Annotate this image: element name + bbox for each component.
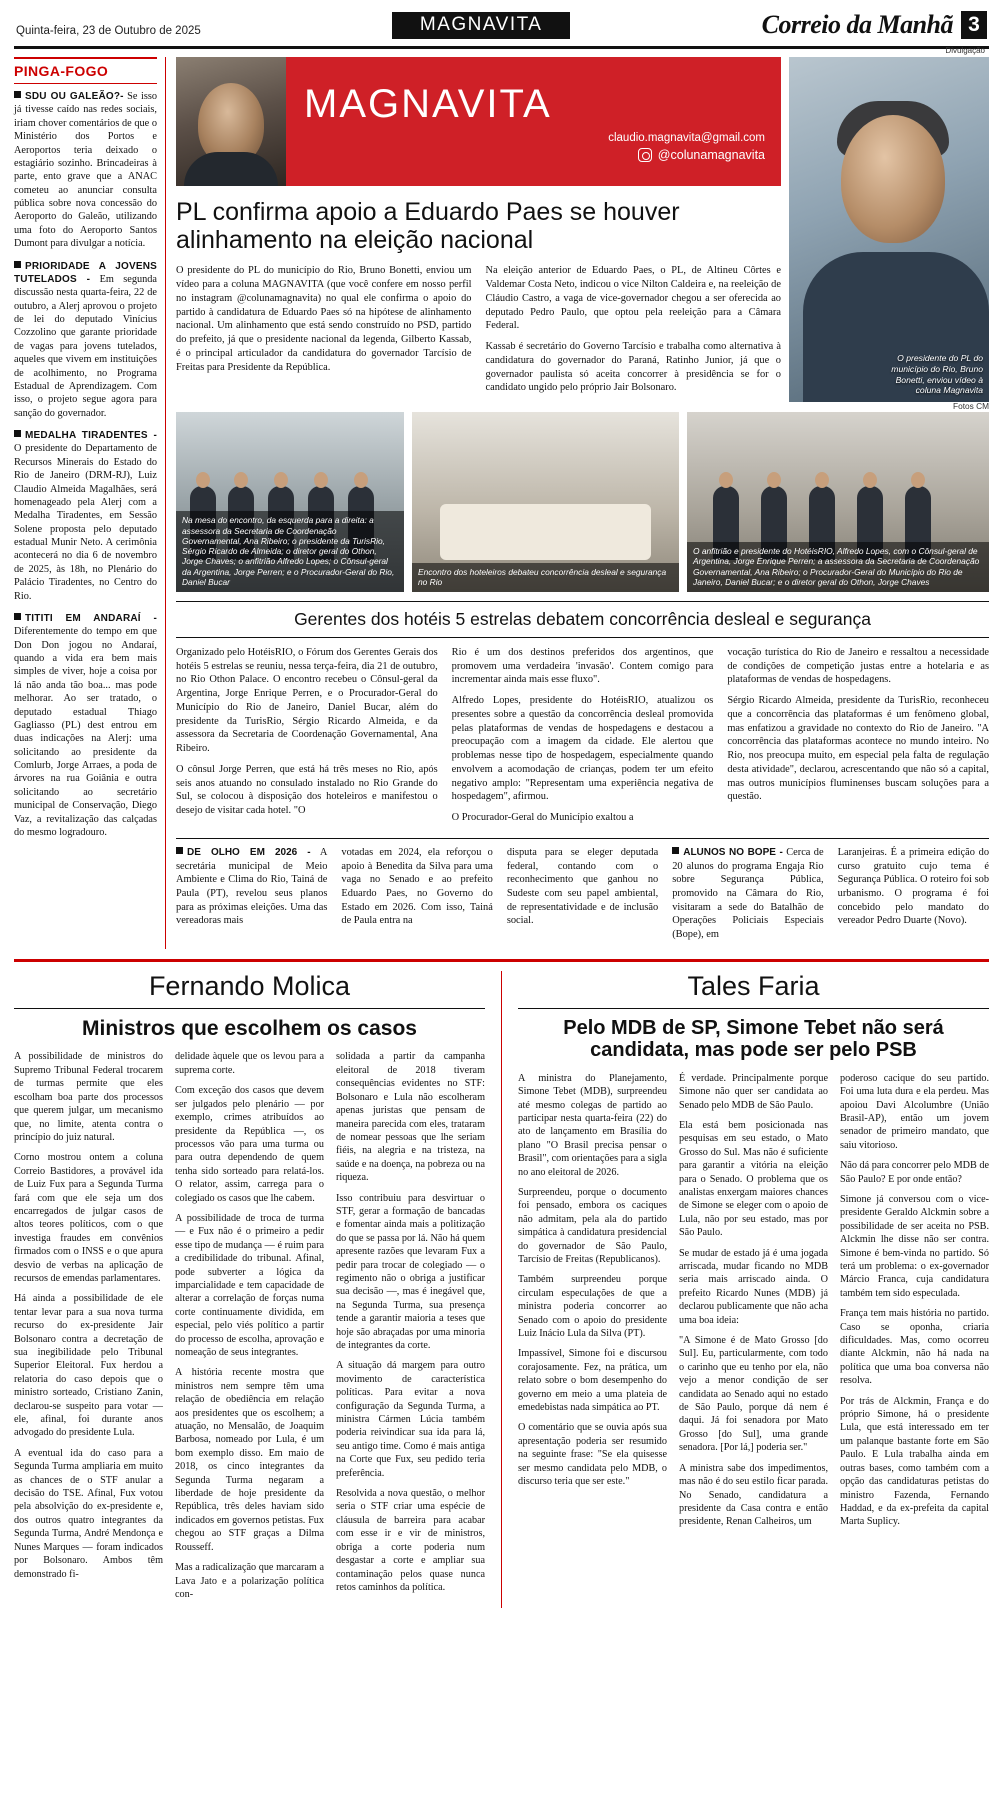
molica-column <box>14 971 502 1608</box>
page-number: 3 <box>961 11 987 39</box>
brief-text: disputa para se eleger deputada federal, contando com o reconhecimento que ganhou no Sudeste com seu papel ambiental, de representatividade e de inclusão social. <box>506 846 659 927</box>
faria-column <box>518 971 989 1608</box>
faria-col-1 <box>518 1072 667 1536</box>
hotel-col-1 <box>176 646 438 832</box>
photos-row <box>176 401 989 592</box>
brief-text: A secretária municipal de Meio Ambiente e Clima do Rio, Tainá de Paula (PT), revelou seus planos para as próximas eleições. Uma das vereadoras mais <box>176 846 328 927</box>
molica-headline: Ministros que escolhem os casos <box>82 1016 417 1040</box>
photo-caption: Na mesa do encontro, da esquerda para a direita: a assessora da Secretaria de Coordenação Governamental, Ana Ribeiro; o presidente da TurisRio, Sérgio Ricardo de Almeida; o diretor geral do Othon, Jorge Chaves; o anfitrião Alfredo Lopes; o Cônsul-geral da Argentina, Jorge Perren; e o Procurador-Geral do Rio, Daniel Bucar <box>176 511 404 592</box>
paragraph: O comentário que se ouvia após sua apresentação poderia ser resumido na seguinte frase: "Se ela quisesse ser mesmo candidata pelo MDB, o discurso teria que ser este." <box>518 1422 667 1488</box>
paragraph: Há ainda a possibilidade de ele tentar levar para a sua nova turma recurso do ex-presidente Jair Bolsonaro contra a decretação de sua inegibilidade pelo Tribunal Superior Eleitoral. Fux herdou a relatoria do caso depois que o ministro sorteado, Cristiano Zanin, declarou-se suspeito para votar — ele, afinal, foi durante anos advogado do presidente Lula. <box>14 1293 163 1439</box>
top-block <box>14 46 990 949</box>
molica-col-1 <box>14 1050 163 1608</box>
pinga-fogo-title: PINGA-FOGO <box>14 57 157 84</box>
paragraph: Kassab é secretário do Governo Tarcísio e trabalha como alternativa à candidatura do governador do Paraná, Ratinho Junior, já que o governador paulista só aceita concorrer à presidência se for o candidato ungido pelo próprio Jair Bolsonaro. <box>485 341 781 394</box>
brief-text: votadas em 2024, ela reforçou o apoio à Benedita da Silva para uma vaga no Senado e ao prefeito Eduardo Paes, no Governo do Estado em 2026. Com isso, Tainá de Paula entra na <box>341 846 493 927</box>
paragraph: Ela está bem posicionada nas pesquisas em seu estado, o Mato Grosso do Sul. Mas não é suficiente para garantir a vitória na eleição para o Senado. O problema que os analistas enxergam maiores chances de Simone se eleger com o apoio de Lula, não por seu estado, mas por São Paulo. <box>679 1119 828 1239</box>
molica-col-2 <box>175 1050 324 1608</box>
paragraph: Se mudar de estado já é uma jogada arriscada, mudar ficando no MDB seria mais arriscado ainda. O prefeito Ricardo Nunes (MDB) já declarou publicamente que não acha uma boa ideia: <box>679 1247 828 1326</box>
square-bullet-icon <box>14 261 21 268</box>
square-bullet-icon <box>672 847 679 854</box>
columnists-section <box>14 959 989 1608</box>
paragraph: Impassível, Simone foi e discursou corajosamente. Fez, na prática, um relato sobre o bom desempenho do governo em meio a uma plateia de emedebistas nada simpática ao PT. <box>518 1348 667 1414</box>
paragraph: A situação dá margem para outro movimento de característica políticas. Para evitar a nova configuração da Segunda Turma, a ministra Cármen Lúcia também poderia reivindicar sua ida para lá, seu antigo time. Como é mais antiga na Corte que Fux, seu pedido teria preferência. <box>336 1360 485 1479</box>
brief-lead: ALUNOS NO BOPE - <box>683 846 783 858</box>
briefs-divider <box>176 838 989 839</box>
brief-item <box>672 846 823 942</box>
photo-group <box>687 412 989 592</box>
lead-photo <box>789 46 989 402</box>
photo-head-shape <box>841 115 945 243</box>
newspaper-name: Correio da Manhã <box>761 10 953 39</box>
paragraph: Com exceção dos casos que devem ser julgados pelo plenário — por exemplo, crimes atribuídos ao presidente da República —, os processos vão para uma turma ou para outra dependendo de quem tenha sido sorteado para relatá-los. O relator, assim, carrega para o colegiado os casos que lhe cabem. <box>175 1085 324 1204</box>
rail-item <box>14 260 157 421</box>
paragraph: vocação turística do Rio de Janeiro e ressaltou a necessidade de condições de competição justas entre a hotelaria e as plataformas de vendas de hospedagens. <box>727 647 990 686</box>
rail-item-lead: TITITI EM ANDARAÍ - <box>25 612 157 624</box>
paragraph: solidada a partir da campanha eleitoral de 2018 tiveram consequências evidentes no STF: Bolsonaro e Lula não escolheram apenas juristas que pensam de maneira parecida com eles, trataram de nomear pessoas que lhe seriam fiéis, na alegria e na tristeza, na saúde e na doença, na pobreza ou na riqueza. <box>336 1051 485 1184</box>
photo-caption: Encontro dos hoteleiros debateu concorrência desleal e segurança no Rio <box>412 563 679 593</box>
brief-item <box>176 846 327 928</box>
faria-byline: Tales Faria <box>518 971 989 1009</box>
table-shape <box>440 504 651 560</box>
issue-date: Quinta-feira, 23 de Outubro de 2025 <box>16 25 201 37</box>
masthead-right <box>762 10 987 40</box>
instagram-icon <box>638 148 652 162</box>
square-bullet-icon <box>14 613 21 620</box>
rail-item-lead: PRIORIDADE A JOVENS TUTELADOS - <box>14 260 157 285</box>
paragraph: delidade àquele que os levou para a suprema corte. <box>175 1051 324 1076</box>
faria-col-2 <box>679 1072 828 1536</box>
paragraph: Por trás de Alckmin, França e do próprio Simone, há o presidente Lula, que está interessado em ter um palanque bastante forte em São Paulo. E Lula trabalha ainda em outras bases, como também com a opção das candidaturas petistas do ministro Fazenda, Fernando Haddad, e da ex-prefeita da capital Marta Suplicy. <box>840 1395 989 1528</box>
paragraph: É verdade. Principalmente porque Simone não quer ser candidata ao Senado pelo MDB de São Paulo. <box>679 1072 828 1111</box>
paragraph: Também surpreendeu porque circulam especulações de que a ministra poderia concorrer ao Senado com o apoio do presidente Luiz Inácio Lula da Silva (PT). <box>518 1274 667 1340</box>
hotel-col-2 <box>452 646 714 832</box>
briefs-row <box>176 846 989 949</box>
molica-col-3 <box>336 1050 485 1608</box>
square-bullet-icon <box>14 91 21 98</box>
brief-lead: DE OLHO EM 2026 - <box>187 846 311 858</box>
hotel-col-3 <box>727 646 989 832</box>
banner-instagram[interactable] <box>304 148 765 162</box>
lead-col-1 <box>176 264 472 402</box>
section-tag: MAGNAVITA <box>392 12 571 39</box>
rail-item-text: O presidente do Departamento de Recursos Minerais do Estado do Rio de Janeiro (DRM-RJ), Luiz Claudio Almeida Magalhães, será homenageado pela Alerj com a Medalha Tiradentes, em Sessão Solene proposta pelo deputado estadual Munir Neto. A cerimônia acontecerá no dia 6 de novembro de 2025, às 18h, no Plenário do Palácio Tiradentes, no Centro do Rio. <box>14 443 157 602</box>
photo-caption: O anfitrião e presidente do HotéisRIO, Alfredo Lopes, com o Cônsul-geral de Argentina, Jorge Enrique Perren; a assessora da Secretaria de Coordenação Governamental, Ana Ribeiro; o Procurador-Geral do Município do Rio de Janeiro, Daniel Bucar; e o diretor geral do Othon, Jorge Chaves <box>687 542 989 592</box>
photos-credit: Fotos CM <box>953 401 989 411</box>
faria-col-3 <box>840 1072 989 1536</box>
faria-body <box>518 1072 989 1536</box>
brief-col-1 <box>176 846 327 949</box>
instagram-handle: @colunamagnavita <box>657 147 765 162</box>
paragraph: Alfredo Lopes, presidente do HotéisRIO, atualizou os presentes sobre a questão da concorrência desleal promovida pelas plataformas de vendas de hospedagens e destacou a preocupação com a imagem da cidade. Ele alertou que problemas nesse tipo de hospedagem, especialmente quando envolvem a acomodação de crianças, podem ter um efeito negativo amplo: "Representam uma experiência negativa de hospedagem", afirmou. <box>451 695 714 803</box>
rail-item-text: Em segunda discussão nesta quarta-feira, 22 de outubro, a Alerj aprovou o projeto de lei do deputado Vinícius Cozzolino que garante prioridade de vagas para jovens tutelados, aqueles que vivem em instituições de acolhimento, no Programa Estadual de Aprendizagem. Com isso, o projeto segue agora para sanção do governador. <box>14 273 157 419</box>
paragraph: Resolvida a nova questão, o melhor seria o STF criar uma espécie de cláusula de barreira para acabar com esse ir e vir de ministros, obriga a corte poderia num desgastar a corte e ampliar sua contaminação pelos quase nunca retos caminhos da política. <box>336 1488 485 1593</box>
banner-email: claudio.magnavita@gmail.com <box>608 131 765 144</box>
paragraph: A ministra sabe dos impedimentos, mas não é do seu estilo ficar parada. No Senado, candidatura a presidente da Casa contra e então presidente, Renan Calheiros, um <box>679 1462 828 1528</box>
photo-meeting-table <box>176 412 404 592</box>
paragraph: O Procurador-Geral do Município exaltou a <box>451 812 634 824</box>
photo-round-table <box>412 412 679 592</box>
rail-item <box>14 612 157 839</box>
rail-item-text: Diferentemente do tempo em que Don Don jogou no Andaraí, quando a vida era bem mais simples de viver, hoje a coisa por lá não anda tão boa... mas pode melhorar. Ao ser tratado, o deputado estadual Thiago Gagliasso (PL) dest entrou em duas indicações na Alerj: uma solicitando ao presidente da Comlurb, Jorge Arraes, a poda de árvores na rua Goiânia e outra solicitando ao secretário municipal de Conservação, Diego Vaz, a revitalização das calçadas do mesmo logradouro. <box>14 626 157 838</box>
columnist-portrait <box>176 57 286 186</box>
banner-redbox <box>286 57 781 186</box>
brief-text: Laranjeiras. É a primeira edição do curso gratuito cujo tema é Segurança Pública. O roteiro foi sob urbanismo. O programa é foi concebido pelo mandato do vereador Pedro Duarte (Novo). <box>837 846 990 927</box>
masthead <box>14 0 989 49</box>
rail-item-text: Se isso já tivesse caído nas redes sociais, iriam chover comentários de que o Ministério dos Portos e Aeroportos teria deixado o estagiário sozinho. Brincadeiras à parte, ento grave que a ANAC cometeu ao anunciar consulta pública sobre nova concessão do Aeroporto do Galeão, utilizando uma foto do Aeroporto Santos Dumont para divulgar a notícia. <box>14 91 157 250</box>
paragraph: Rio é um dos destinos preferidos dos argentinos, que promovem uma verdadeira 'invasão'. Contem comigo para incrementar ainda mais esse fluxo". <box>451 647 714 686</box>
paragraph: França tem mais história no partido. Caso se oponha, criaria dificuldades. Mas, como ocorreu diante Alckmin, não há nada na política que uma boa conversa não resolva. <box>840 1308 989 1387</box>
square-bullet-icon <box>14 430 21 437</box>
paragraph: Mas a radicalização que marcaram a Lava Jato e a polarização política con- <box>175 1562 324 1600</box>
paragraph: A ministra do Planejamento, Simone Tebet (MDB), surpreendeu até mesmo colegas de partido ao participar nesta quarta-feira (22) do ato de lançamento em Brasília do plano "O Brasil precisa pensar o Brasil", com orientações para a sigla no ano eleitoral de 2026. <box>518 1072 667 1178</box>
paragraph: Não dá para concorrer pelo MDB de São Paulo? E por onde então? <box>840 1160 989 1185</box>
paragraph: "A Simone é de Mato Grosso [do Sul]. Eu, particularmente, com todo o carinho que eu tenho por ela, não vejo a menor condição de ser candidata ao Senado aqui no estado de São Paulo, porque dá nem é daqui. Já foi senadora por Mato Grosso [do Sul], uma grande senadora. [Por lá,] poderia ser." <box>679 1335 828 1454</box>
photo-credit: Divulgação <box>945 46 985 55</box>
brief-text: Cerca de 20 alunos do programa Engaja Rio sobre Segurança Pública, promovido na Câmara do Rio, visitaram a sede do Batalhão de Operações Policiais Especiais (Bope), em <box>672 846 824 941</box>
brief-col-5 <box>838 846 989 949</box>
lead-body <box>176 264 781 402</box>
brief-col-3 <box>507 846 658 949</box>
square-bullet-icon <box>176 847 183 854</box>
paragraph: Corno mostrou ontem a coluna Correio Bastidores, a provável ida de Luiz Fux para a Segunda Turma fará com que ele seja um dos encarregados de julgar casos de altos teores políticos, com o que investiga fraudes em convênios firmados com o INSS e o que apura desvio de verbas na aplicação de recursos de emendas parlamentares. <box>14 1152 163 1284</box>
column-banner <box>176 57 781 186</box>
rail-item-lead: MEDALHA TIRADENTES - <box>25 430 157 441</box>
faria-headline: Pelo MDB de SP, Simone Tebet não será candidata, mas pode ser pelo PSB <box>563 1016 944 1062</box>
banner-row <box>176 46 989 402</box>
paragraph: poderoso cacique do seu partido. Foi uma luta dura e ela perdeu. Mas apoiou Davi Alcolumbre (União Brasil-AP), então um jovem senador de primeiro mandato, que saiu vitorioso. <box>840 1072 989 1151</box>
paragraph: A possibilidade de ministros do Supremo Tribunal Federal trocarem de turmas permite que eles escolham boa parte dos processos que querem julgar, um mecanismo que, no limite, atenta contra o princípio do juiz natural. <box>14 1051 163 1143</box>
paragraph: O cônsul Jorge Perren, que está há três meses no Rio, após seis anos atuando no consulado instalado no Rio Grande do Sul, se colocou à disposição dos hoteleiros e manifestou o desejo de visitar cada hotel. "O <box>176 763 438 817</box>
brief-col-4 <box>672 846 823 949</box>
paragraph: Na eleição anterior de Eduardo Paes, o PL, de Altineu Côrtes e Valdemar Costa Neto, indicou o vice Nilton Caldeira e, na reeleição de Cláudio Castro, a vaga de vice-governador chegou a ser oferecida ao deputado Pedro Paulo, que optou pela reeleição para a Câmara Federal. <box>485 265 781 332</box>
paragraph: A história recente mostra que ministros nem sempre têm uma relação de obediência em relação aos presidentes que os escolhem; a atuação, no Mensalão, de Joaquim Barbosa, nomeado por Lula, é um bom exemplo disso. Em maio de 2018, os cinco integrantes da Segunda Turma negaram a liberdade de hoje presidente da República, três deles haviam sido indicados em governos petistas. Fux chegou ao STF graças a Dilma Rousseff. <box>175 1367 324 1553</box>
lead-story-block <box>176 46 990 949</box>
hotel-story-body <box>176 646 989 832</box>
hotel-story-headline: Gerentes dos hotéis 5 estrelas debatem concorrência desleal e segurança <box>176 601 989 638</box>
brief-col-2 <box>341 846 492 949</box>
banner-title: MAGNAVITA <box>304 81 552 126</box>
paragraph: Organizado pelo HotéisRIO, o Fórum dos Gerentes Gerais dos hotéis 5 estrelas se reuniu, nessa terça-feira, dia 21 de outubro, no Rio Othon Palace. O encontro recebeu o Cônsul-geral da Argentina, Jorge Enrique Perren, e o Procurador-Geral do Município do Rio de Janeiro, Daniel Bucar, além do presidente da TurisRio, Sérgio Ricardo Almeida, e da assessora da Secretaria de Coordenação Governamental, Ana Ribeiro. <box>176 647 438 755</box>
paragraph: Isso contribuiu para desvirtuar o STF, gerar a formação de bancadas e fomentar ainda mais a politização do que se passa por lá. Não há quem apresente razões que levaram Fux a pedir para trocar de colegiado — o regimento não o obriga a justificar sua decisão —, mas é inegável que, na Segunda Turma, sua presença tende a garantir maioria a teses que hoje são abraçadas por uma minoria de integrantes da corte. <box>336 1192 485 1351</box>
lead-col-2 <box>486 264 782 402</box>
pinga-fogo-column <box>14 57 166 949</box>
rail-item <box>14 429 157 603</box>
paragraph: A eventual ida do caso para a Segunda Turma ampliaria em muito as chances de o STF anular a decisão do TSE. Afinal, Fux votou pela absolvição do ex-presidente e, dos outros quatro integrantes da Segunda Turma, André Mendonça e Nunes Marques — foram indicados por Bolsonaro. Ambos têm demonstrado fi- <box>14 1447 163 1580</box>
paragraph: Simone já conversou com o vice-presidente Geraldo Alckmin sobre a possibilidade de ser aceita no PSB. Alckmin lhe disse não ser contra. Simone é bem-vinda no partido. Só terá um problema: o ex-governador Márcio Franca, cuja candidatura também tem sido especulada. <box>840 1193 989 1299</box>
molica-body <box>14 1050 485 1608</box>
rail-item <box>14 90 157 251</box>
paragraph: Sérgio Ricardo Almeida, presidente da TurisRio, reconheceu que a concorrência das plataformas é um fenômeno global, mas enfatizou a gravidade no contexto do Rio de Janeiro. "A concorrência das plataformas acontece no mundo inteiro. No Rio, nos preocupa muito, em especial pela falta de regulação desta atividade", declarou, acrescentando que não só a capital, mas outros municípios fluminenses buscam soluções para a questão. <box>727 695 990 803</box>
paragraph: A possibilidade de troca de turma — e Fux não é o primeiro a pedir esse tipo de mudança — é ruim para a credibilidade do tribunal. Afinal, pode subverter a lógica da imparcialidade e tem capacidade de alterar a correlação de forças numa corte continuamente dividida, em especial, pelo viés político a partir do processo de escolha, aprovação e nomeação de seus integrantes. <box>175 1212 324 1358</box>
lead-headline: PL confirma apoio a Eduardo Paes se houver alinhamento na eleição nacional <box>176 198 680 255</box>
lead-photo-caption: O presidente do PL do município do Rio, Bruno Bonetti, enviou vídeo à coluna Magnavita <box>891 353 983 396</box>
rail-item-lead: SDU OU GALEÃO?- <box>25 91 124 102</box>
molica-byline: Fernando Molica <box>14 971 485 1009</box>
paragraph: Surpreendeu, porque o documento foi pensado, embora os caciques não admitam, pela ala do partido simpática à candidatura presidencial do governador de São Paulo, Tarcísio de Freitas (Republicanos). <box>518 1186 667 1266</box>
paragraph: O presidente do PL do município do Rio, Bruno Bonetti, enviou um vídeo para a coluna MAGNAVITA (que você confere em nosso perfil no instagram @colunamagnavita) no qual ele confirma o apoio do partido à candidatura de Eduardo Paes só na hipótese de alinhamento nacional. Um alinhamento que está sendo construído no PSD, partido do prefeito, já que o presidente nacional da legenda, Gilberto Kassab, é o principal articulador da candidatura do governador Tarcísio de Freitas para Presidente da República. <box>176 265 472 373</box>
